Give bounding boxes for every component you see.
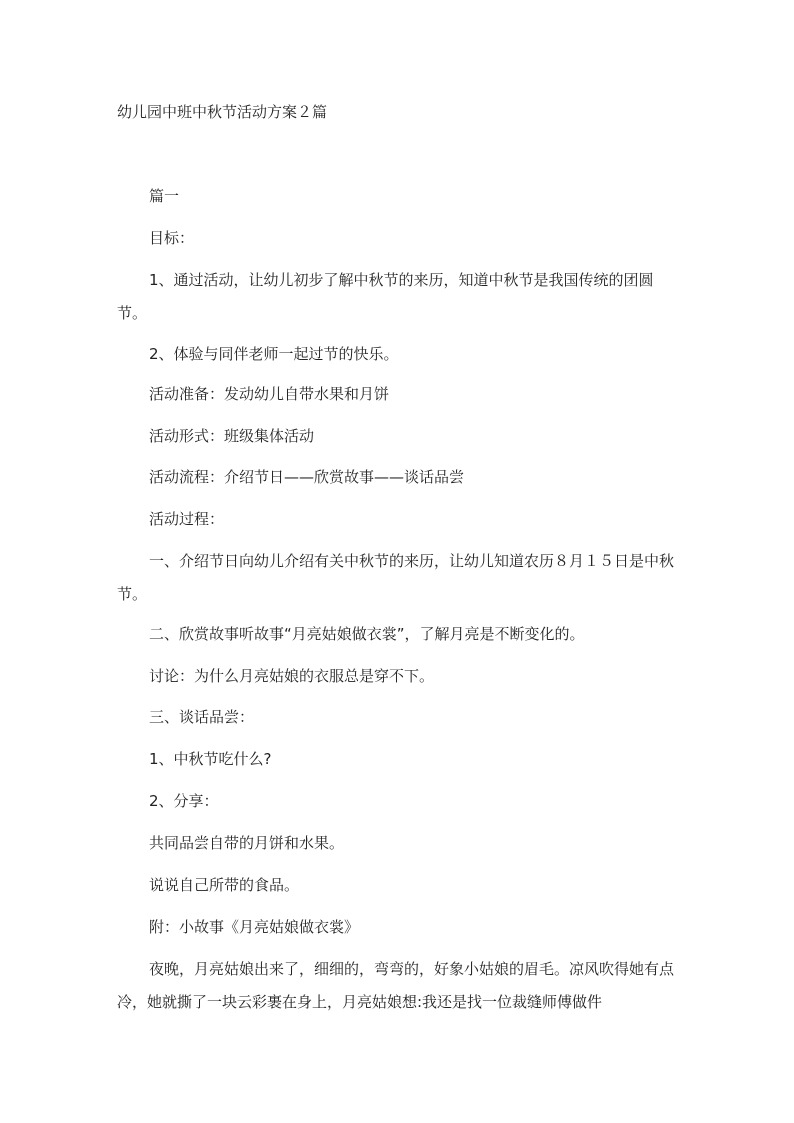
paragraph-appendix: 附：小故事《月亮姑娘做衣裳》 [149,918,360,936]
paragraph-goals-heading: 目标： [149,229,195,247]
paragraph-format: 活动形式：班级集体活动 [149,427,315,445]
paragraph-share-2: 说说自己所带的食品。 [149,876,300,894]
paragraph-goal-2: 2、体验与同伴老师一起过节的快乐。 [149,345,399,363]
paragraph-preparation: 活动准备：发动幼儿自带水果和月饼 [149,385,390,403]
paragraph-goal-1: 1、通过活动，让幼儿初步了解中秋节的来历，知道中秋节是我国传统的团圆节。 [117,271,654,322]
paragraph-section-heading: 篇一 [149,187,180,205]
paragraph-step-3: 三、谈话品尝： [149,708,255,726]
paragraph-step-2: 二、欣赏故事听故事“月亮姑娘做衣裳”，了解月亮是不断变化的。 [149,625,585,643]
paragraph-step-3-1: 1、中秋节吃什么? [149,750,272,768]
paragraph-process-heading: 活动过程： [149,510,225,528]
paragraph-share-1: 共同品尝自带的月饼和水果。 [149,834,345,852]
paragraph-step-1: 一、介绍节日向幼儿介绍有关中秋节的来历，让幼儿知道农历８月１５日是中秋节。 [117,552,675,603]
paragraph-discussion: 讨论：为什么月亮姑娘的衣服总是穿不下。 [149,667,435,685]
paragraph-step-3-2: 2、分享： [149,792,219,810]
paragraph-flow: 活动流程：介绍节日——欣赏故事——谈话品尝 [149,468,465,486]
paragraph-story: 夜晚，月亮姑娘出来了，细细的，弯弯的，好象小姑娘的眉毛。凉风吹得她有点冷，她就撕了一块云彩裹在身上，月亮姑娘想:我还是找一位裁缝师傅做件 [117,960,675,1011]
document-title: 幼儿园中班中秋节活动方案２篇 [117,103,328,121]
